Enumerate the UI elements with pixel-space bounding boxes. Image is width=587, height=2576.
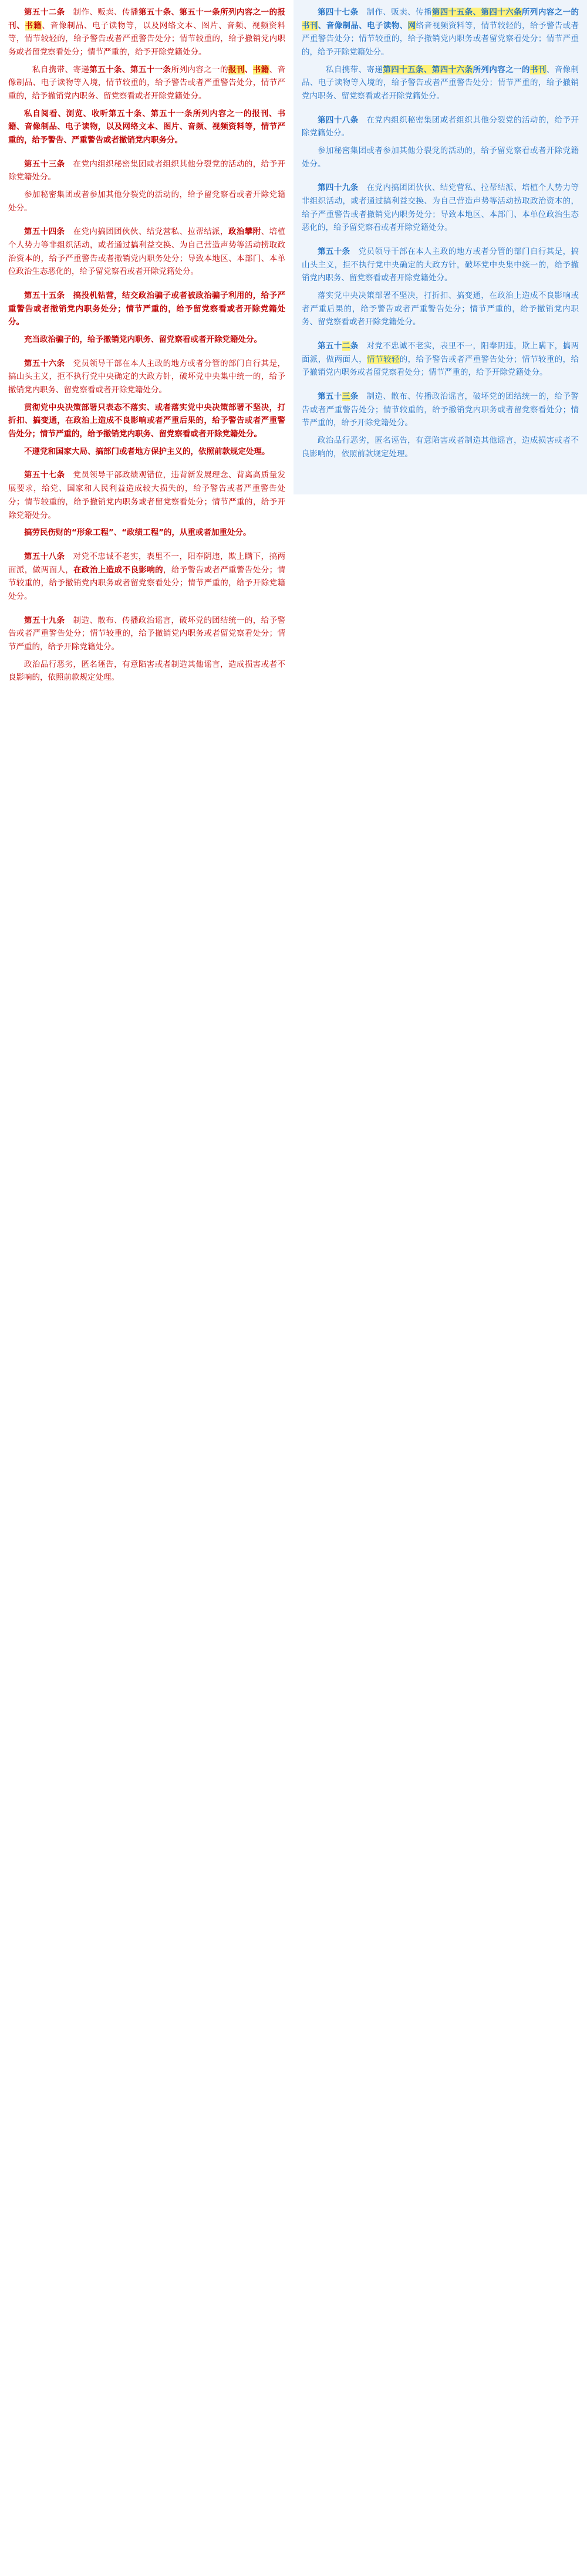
- article-paragraph: [302, 114, 579, 140]
- text-run: 对党不忠诚不老实，表里不一，阳奉阴违，欺上瞒下，搞两面派，做两面人，: [8, 551, 286, 575]
- article-paragraph: [302, 181, 579, 235]
- highlighted-text: 第四十六条: [431, 65, 473, 74]
- text-run: 、音像制品、电子读物等入境的，给予警告或者严重警告处分；情节严重的，给予撤销党内职务、留党察看或者开除党籍处分。: [302, 65, 579, 101]
- article-block: [302, 390, 579, 460]
- article-paragraph: [302, 6, 579, 59]
- text-run: 对党不忠诚不老实，表里不一，阳奉阴违，欺上瞒下，搞两面派，做两面人，: [302, 341, 579, 364]
- article-block: [8, 469, 285, 539]
- text-run: 条: [350, 341, 359, 351]
- text-run: 第五十三条: [24, 159, 65, 169]
- column-new-version: [0, 0, 294, 718]
- text-run: 制作、贩卖、传播: [358, 8, 432, 17]
- article-paragraph: [8, 225, 285, 279]
- highlighted-text: 情节较轻: [367, 354, 400, 364]
- article-block: [302, 6, 579, 103]
- text-run: 第五十五条: [24, 291, 65, 301]
- text-run: 落实党中央决策部署不坚决，打折扣、搞变通，在政治上造成不良影响或者严重后果的，给予警告或者严重警告处分；情节严重的，给予撤销党内职务、留党察看或者开除党籍处分。: [302, 291, 579, 327]
- text-run: 在党内搞团团伙伙、结党营私、拉帮结派，: [65, 227, 228, 237]
- text-run: 第五十: [318, 341, 342, 351]
- text-run: 所列内容之一的: [522, 8, 579, 17]
- text-run: 第五十二条: [24, 8, 65, 17]
- article-block: [8, 6, 285, 147]
- article-paragraph: [302, 434, 579, 460]
- article-paragraph: [8, 289, 285, 329]
- text-run: 第五十七条: [24, 470, 65, 480]
- text-run: 不遵党和国家大局、搞部门或者地方保护主义的，依照前款规定处理。: [24, 446, 270, 456]
- article-paragraph: [8, 401, 285, 441]
- text-run: 所列内容之一的: [171, 65, 228, 74]
- article-paragraph: [8, 357, 285, 397]
- text-run: 第五十条、第五十一条: [89, 65, 171, 74]
- article-paragraph: [8, 158, 285, 184]
- article-paragraph: [8, 469, 285, 522]
- text-run: 在党内组织秘密集团或者组织其他分裂党的活动的，给予开除党籍处分。: [8, 159, 286, 182]
- text-run: 第五十条、第五十一条所列内容之一的: [138, 8, 278, 17]
- article-block: [302, 340, 579, 379]
- text-run: 报: [277, 8, 286, 17]
- highlighted-text: 第四十五条、: [383, 65, 432, 74]
- text-run: 、: [261, 227, 269, 237]
- text-run: 私自携带、寄递: [24, 65, 90, 74]
- article-paragraph: [8, 6, 285, 59]
- article-block: [302, 114, 579, 171]
- text-run: 私自阅看、浏览、收听第五十条、第五十一条所列内容之一的报刊、书籍、音像制品、电子读物，以及网络文本、图片、音频、视频资料等，情节严重的，给予警告、严重警告或者撤销党内职务分。: [8, 109, 285, 145]
- text-run: 党员领导干部在本人主政的地方或者分管的部门自行其是，搞山头主义，拒不执行党中央确定的大政方针，破坏党中央集中统一的，给予撤销党内职务、留党察看或者开除党籍处分。: [8, 358, 286, 395]
- text-run: 充当政治骗子的，给予撤销党内职务、留党察看或者开除党籍处分。: [24, 335, 262, 345]
- highlighted-text: 书籍: [252, 65, 269, 74]
- text-run: 第四十八条: [318, 115, 359, 125]
- text-run: 培植个人势力等非组织活动，或者通过搞利益交换、为自己营造声势等活动捞取政治资本的，给予严重警告或者撤销党内职务处分；导致本地区、本部门、本单位政治生态恶化的，给予留党察看或者开除党籍处分。: [8, 227, 286, 277]
- text-run: 政治品行恶劣，匿名诬告，有意陷害或者制造其他谣言，造成损害或者不良影响的，依照前款规定处理。: [8, 659, 285, 683]
- article-paragraph: [302, 289, 579, 329]
- article-paragraph: [8, 63, 285, 103]
- text-run: 络音视频资料等，情节较轻的，给予警告或者严重警告处分；情节较重的，给予撤销党内职务或者留党察看处分；情节严重的，给予开除党籍处分。: [302, 21, 579, 57]
- article-block: [8, 225, 285, 279]
- article-paragraph: [8, 333, 285, 347]
- article-block: [8, 357, 285, 459]
- text-run: 第四十七条: [318, 8, 359, 17]
- article-paragraph: [302, 245, 579, 285]
- text-run: 党员领导干部政绩观错位，违背新发展理念、背离高质量发展要求，给党、国家和人民利益造成较大损失的，给予警告或者严重警告处分；情节较重的，给予撤销党内职务或者留党察看处分；情节严重的，给予开除党籍处分。: [8, 470, 286, 520]
- article-paragraph: [8, 550, 285, 604]
- article-block: [302, 181, 579, 235]
- article-block: [8, 289, 285, 347]
- article-block: [8, 158, 285, 215]
- article-paragraph: [302, 390, 579, 430]
- text-run: 第五十: [318, 392, 342, 402]
- text-run: 在党内组织秘密集团或者组织其他分裂党的活动的，给予开除党籍处分。: [302, 115, 579, 138]
- highlighted-text: 书刊: [529, 65, 546, 74]
- text-run: 贯彻党中央决策部署只表态不落实、或者: [24, 402, 171, 412]
- text-run: 搞劳民伤财的“形象工程”、“政绩工程”的，从重或者加重处分。: [24, 528, 251, 538]
- article-paragraph: [8, 188, 285, 215]
- highlighted-text: 网: [407, 21, 416, 30]
- highlighted-text: 书籍: [25, 21, 42, 30]
- text-run: 、音像制品、电子读物等，以及网络文本、图片、音频、视频资料等，情节较轻的，给予警告或者严重警告处分；情节较重的，给予撤销党内职务或者留党察看处分；情节严重的，给予开除党籍处分。: [8, 21, 285, 57]
- text-run: 第五十四条: [24, 227, 65, 237]
- text-run: 党员领导干部在本人主政的地方或者分管的部门自行其是，搞山头主义，拒不执行党中央确定的大政方针，破坏党中央集中统一的，给予撤销党内职务、留党察看或者开除党籍处分。: [302, 247, 579, 283]
- highlighted-text: 三: [342, 392, 350, 402]
- text-run: 搞投机钻营，结交政治骗子或者被政治骗子利用的，给予严重警告或者撤销党内职务处分；情节严重的，给予留党察看或者开除党籍处分。: [8, 291, 286, 327]
- text-run: 落实党中央决策部署不坚决，打折扣、搞变通，在政治上造成不良影响或者严重后果的，给予警告或者严重警告处分；情节严重的，给予撤销党内职务、留党察看或者开除党籍处分。: [8, 402, 286, 439]
- text-run: 参加秘密集团或者参加其他分裂党的活动的，给予留党察看或者开除党籍处分。: [8, 190, 285, 213]
- text-run: 、音像制品、电子读物等入境，情节较重的，给予警告或者严重警告处分，情节严重的，给予撤销党内职务、留党察看或者开除党籍处分。: [8, 65, 286, 101]
- highlighted-text: 第四十五条、第四十六条: [431, 8, 522, 17]
- article-paragraph: [8, 445, 285, 459]
- column-old-version: [294, 0, 587, 494]
- text-run: 第五十八条: [24, 551, 65, 561]
- text-run: 参加秘密集团或者参加其他分裂党的活动的，给予留党察看或者开除党籍处分。: [302, 146, 579, 169]
- text-run: 第四十九条: [318, 183, 359, 193]
- text-run: 在政治上造成不良影响的: [73, 565, 163, 575]
- text-run: 在党内搞团团伙伙、结党营私、拉帮结派、培植个人势力等非组织活动，或者通过搞利益交换、为自己营造声势等活动捞取政治资本的，给予严重警告或者撤销党内职务处分；导致本地区、本部门、本单位政治生态恶化的，给予留党察看或者开除党籍处分。: [302, 183, 579, 233]
- text-run: 政治攀附: [228, 227, 261, 237]
- text-run: 政治品行恶劣，匿名诬告，有意陷害或者制造其他谣言，造成损害或者不良影响的，依照前款规定处理。: [302, 436, 579, 459]
- text-run: 刊、: [8, 21, 25, 30]
- text-run: 制作、贩卖、传播: [65, 8, 139, 17]
- highlighted-text: 二: [342, 341, 350, 351]
- text-run: 制造、散布、传播政治谣言，破坏党的团结统一的，给予警告或者严重警告处分；情节较重的，给予撤销党内职务或者留党察看处分；情节严重的，给予开除党籍处分。: [8, 615, 286, 652]
- text-run: 所列内容之一的: [473, 65, 530, 74]
- highlighted-text: 报刊: [228, 65, 245, 74]
- text-run: 第五十六条: [24, 358, 65, 368]
- article-paragraph: [8, 107, 285, 147]
- article-paragraph: [302, 144, 579, 171]
- article-block: [8, 614, 285, 684]
- text-run: 第五十条: [318, 247, 350, 257]
- text-run: 私自携带、寄递: [318, 65, 383, 74]
- article-block: [8, 550, 285, 604]
- article-paragraph: [8, 614, 285, 654]
- text-run: 、音像制品、电子读物、: [318, 21, 408, 30]
- article-paragraph: [8, 526, 285, 540]
- highlighted-text: 书刊: [302, 21, 318, 30]
- article-block: [302, 245, 579, 329]
- text-run: 、: [244, 65, 253, 74]
- text-run: 第五十九条: [24, 615, 65, 625]
- text-run: 的，给予警告或者严重警告处分；情节较重的，给予撤销党内职务或者留党察看处分；情节严重的，给予开除党籍处分。: [302, 354, 579, 378]
- text-run: 条: [350, 392, 359, 402]
- article-paragraph: [302, 63, 579, 103]
- text-run: 制造、散布、传播政治谣言，破坏党的团结统一的，给予警告或者严重警告处分；情节较重的，给予撤销党内职务或者留党察看处分；情节严重的，给予开除党籍处分。: [302, 392, 579, 428]
- article-paragraph: [8, 658, 285, 684]
- text-run: ，给予警告或者严重警告处分；情节较重的，给予撤销党内职务或者留党察看处分；情节严重的，给予开除党籍处分。: [8, 565, 286, 601]
- article-paragraph: [302, 340, 579, 379]
